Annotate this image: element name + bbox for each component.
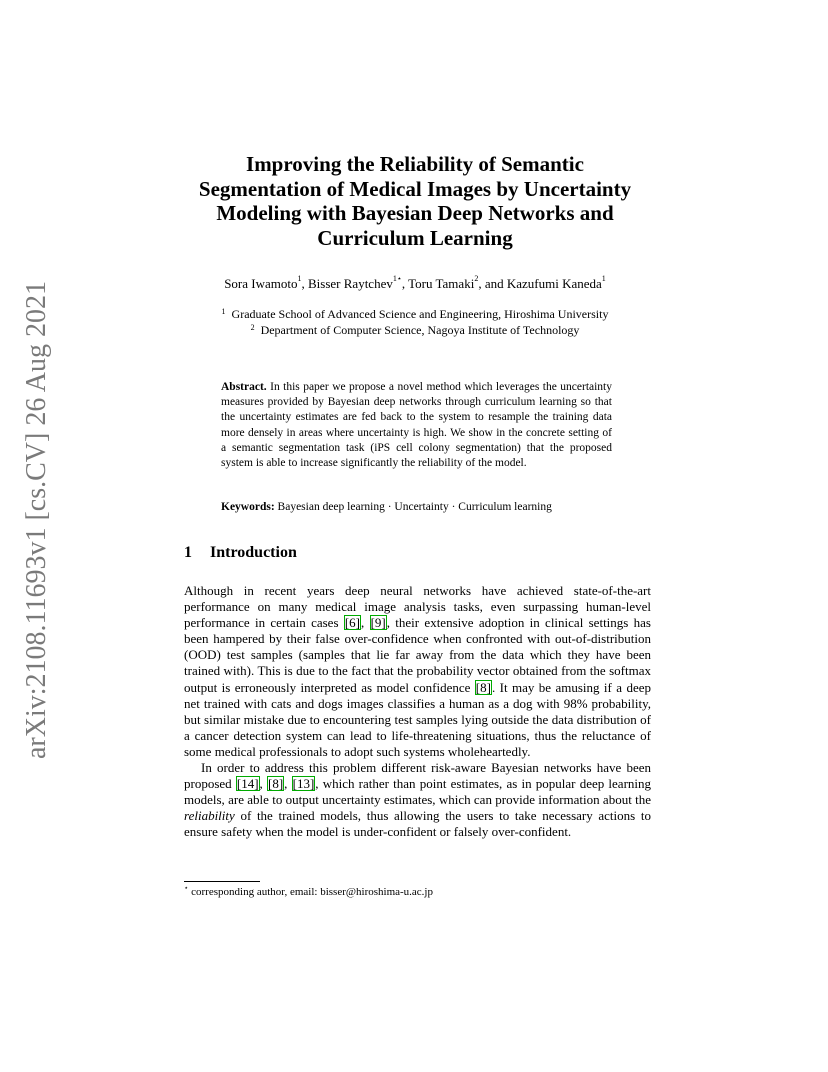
footnote (184, 886, 651, 898)
body-text (184, 583, 651, 841)
author-mark: 1⋆ (392, 274, 402, 283)
emphasis: reliability (184, 808, 235, 824)
text-run: In order to address this problem different risk-aware Bayesian networks have been proposed (184, 760, 651, 792)
affiliation-text: Department of Computer Science, Nagoya Institute of Technology (260, 323, 580, 337)
section-title: Introduction (210, 544, 297, 561)
title-line: Curriculum Learning (317, 225, 513, 250)
author-name: Sora Iwamoto (224, 276, 298, 291)
paper-title (160, 152, 670, 250)
paragraph (184, 583, 651, 760)
author-name: Bisser Raytchev (308, 276, 393, 291)
title-line: Improving the Reliability of Semantic (246, 152, 584, 176)
citation-link[interactable]: [9] (370, 615, 386, 631)
affiliation-mark: 2 (250, 323, 255, 332)
footnote-divider (184, 881, 260, 882)
text-run: of the trained models, thus allowing the users to take necessary actions to ensure safety when the model is under-confident or falsely over-confident. (184, 808, 651, 840)
keywords (221, 501, 621, 513)
text-run: , (284, 776, 292, 792)
citation-link[interactable]: [6] (344, 615, 360, 631)
author-mark: 1 (601, 274, 606, 283)
abstract (221, 380, 612, 471)
author-name: Toru Tamaki (408, 276, 475, 291)
citation-link[interactable]: [13] (292, 776, 315, 792)
author-name: Kazufumi Kaneda (506, 276, 602, 291)
paragraph (184, 760, 651, 840)
title-line: Segmentation of Medical Images by Uncertainty (198, 176, 632, 201)
affiliation-list (160, 306, 670, 338)
title-line: Modeling with Bayesian Deep Networks and (216, 201, 614, 225)
text-run: Although in recent years deep neural networks have achieved state-of-the-art performance on many medical image analysis tasks, even surpassing human-level performance in certain cases (184, 583, 651, 631)
arxiv-identifier: arXiv:2108.11693v1 [cs.CV] 26 Aug 2021 (21, 280, 53, 760)
author-mark: 1 (297, 274, 302, 283)
affiliation (160, 322, 670, 338)
affiliation-mark: 1 (221, 307, 226, 316)
keywords-label: Keywords: (221, 501, 275, 513)
text-run: , (259, 776, 267, 792)
text-run: , which rather than point estimates, as in popular deep learning models, are able to output uncertainty estimates, which can provide information about the (184, 776, 652, 808)
citation-link[interactable]: [8] (475, 679, 491, 695)
author-list (160, 276, 670, 292)
text-run: , (361, 615, 370, 631)
affiliation-text: Graduate School of Advanced Science and Engineering, Hiroshima University (231, 307, 609, 321)
affiliation (160, 306, 670, 322)
section-heading (184, 544, 297, 562)
section-number: 1 (184, 544, 192, 561)
text-run: , their extensive adoption in clinical settings has been hampered by their false over-confidence when confronted with out-of-distribution (OOD) test samples (samples that lie far away from the data which they have been trained with). This is due to the fact that the probability vector obtained from the softmax output is erroneously interpreted as model confidence (184, 615, 651, 695)
keywords-text: Bayesian deep learning · Uncertainty · Curriculum learning (277, 501, 552, 513)
citation-link[interactable]: [14] (236, 776, 259, 792)
abstract-label: Abstract. (221, 381, 267, 393)
author-separator: , (401, 276, 409, 291)
citation-link[interactable]: [8] (267, 776, 284, 792)
author-mark: 2 (474, 274, 479, 283)
footnote-mark: ⋆ (184, 884, 189, 892)
abstract-text: In this paper we propose a novel method which leverages the uncertainty measures provided by Bayesian deep networks through curriculum learning so that the uncertainty estimates are fed back to the system to resample the training data more densely in areas where uncertainty is high. We show in the concrete setting of a semantic segmentation task (iPS cell colony segmentation) that the proposed system is able to increase significantly the reliability of the model. (221, 381, 613, 470)
text-run: . It may be amusing if a deep net trained with cats and dogs images classifies a human as a dog with 98% probability, but similar mistake due to encountering test samples lying outside the data distribution of a cancer detection system can lead to life-threatening situations, thus the reluctance of some medical professionals to adopt such systems wholeheartedly. (184, 679, 651, 759)
author-separator: , (301, 276, 308, 291)
author-separator: , and (478, 276, 507, 291)
footnote-text: corresponding author, email: bisser@hiroshima-u.ac.jp (191, 886, 433, 898)
arxiv-sidebar (12, 270, 62, 770)
